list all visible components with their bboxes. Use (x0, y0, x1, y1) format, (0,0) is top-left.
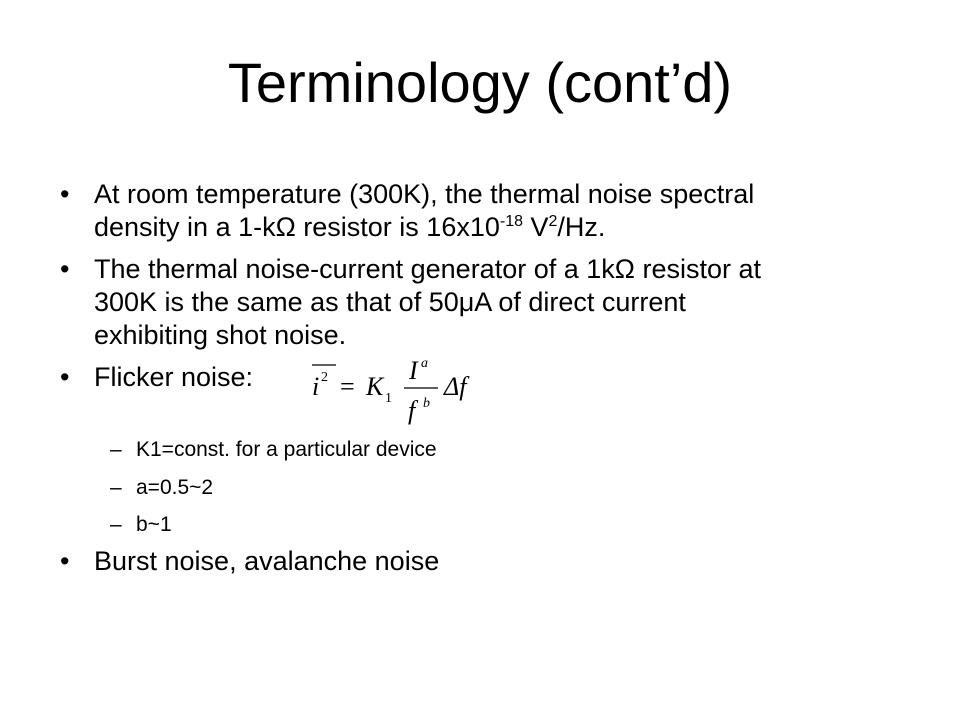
svg-text:2: 2 (321, 370, 328, 385)
svg-text:K: K (366, 372, 384, 401)
svg-text:=: = (340, 372, 355, 401)
sub-bullet-text: b~1 (136, 513, 172, 536)
svg-text:b: b (423, 396, 430, 411)
bullet-dot: • (60, 179, 70, 209)
bullet-text: At room temperature (300K), the thermal noise spectral density in a 1-kΩ resistor is $16x10^{-18}$ $V^2/Hz$. (94, 179, 755, 242)
sub-bullet-text: a=0.5~2 (136, 476, 214, 499)
bullet-text: The thermal noise-current generator of a 1kΩ resistor at 300K is the same as that of 50μA of direct current exhibiting shot noise. (94, 254, 761, 350)
sub-bullet-text: K1=const. for a particular device (136, 438, 437, 461)
flicker-noise-formula (308, 355, 488, 435)
sub-bullet-dash: – (110, 438, 122, 461)
bullet-dot: • (60, 362, 70, 392)
svg-text:Δf: Δf (444, 372, 467, 401)
slide-title: Terminology (cont’d) (227, 51, 733, 114)
svg-text:a: a (421, 356, 428, 371)
svg-text:f: f (408, 396, 416, 425)
svg-text:i: i (312, 372, 320, 401)
svg-text:I: I (409, 356, 418, 385)
bullet-text: Flicker noise: (94, 362, 254, 392)
bullet-text: Burst noise, avalanche noise (94, 546, 440, 576)
bullet-dot: • (60, 254, 70, 284)
bullet-dot: • (60, 546, 70, 576)
svg-text:1: 1 (385, 391, 392, 406)
sub-bullet-dash: – (110, 513, 122, 536)
sub-bullet-dash: – (110, 476, 122, 499)
